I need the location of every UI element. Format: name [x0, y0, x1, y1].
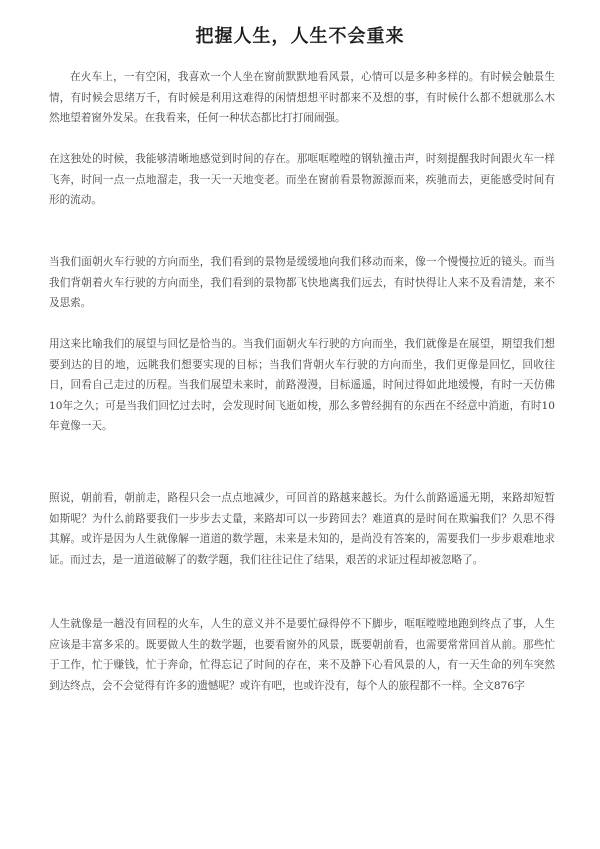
paragraph-6: 人生就像是一趟没有回程的火车，人生的意义并不是要忙碌得停不下脚步，哐哐嘡嘡地跑到终点了事，人生应该是丰富多采的。既要做人生的数学题，也要看窗外的风景，既要朝前看，也需要常常回首从前。那些忙于工作，忙于赚钱，忙于奔命，忙得忘记了时间的存在，来不及静下心看风景的人，有一天生命的列车突然到达终点，会不会觉得有许多的遗憾呢？或许有吧，也或许没有，每个人的旅程都不一样。全文876字 [49, 618, 555, 692]
page-title: 把握人生，人生不会重来 [195, 26, 405, 47]
paragraph-3: 当我们面朝火车行驶的方向而坐，我们看到的景物是缓缓地向我们移动而来，像一个慢慢拉近的镜头。而当我们背朝着火车行驶的方向而坐，我们看到的景物都飞快地离我们远去，有时快得让人来不及看清楚，来不及思索。 [49, 256, 555, 310]
paragraph-5: 照说，朝前看，朝前走，路程只会一点点地减少，可回首的路越来越长。为什么前路遥遥无期，来路却短暂如斯呢？为什么前路要我们一步步去丈量，来路却可以一步跨回去？难道真的是时间在欺骗我们？久思不得其解。或许是因为人生就像解一道道的数学题，未来是未知的，是尚没有答案的，需要我们一步步艰难地求证。而过去，是一道道破解了的数学题，我们往往记住了结果，艰苦的求证过程却被忽略了。 [49, 492, 555, 566]
paragraph-4: 用这来比喻我们的展望与回忆是恰当的。当我们面朝火车行驶的方向而坐，我们就像是在展望，期望我们想要到达的目的地，远眺我们想要实现的目标；当我们背朝火车行驶的方向而坐，我们更像是回忆，回收往日，回看自己走过的历程。当我们展望未来时，前路漫漫，目标遥遥，时间过得如此地缓慢，有时一天仿佛10年之久；可是当我们回忆过去时，会发现时间飞逝如梭，那么多曾经拥有的东西在不经意中消逝，有时10年竟像一天。 [49, 338, 555, 433]
paragraph-2: 在这独处的时候，我能够清晰地感觉到时间的存在。那哐哐嘡嘡的钢轨撞击声，时刻提醒我时间跟火车一样飞奔，时间一点一点地溜走，我一天一天地变老。而坐在窗前看景物源源而来，疾驰而去，更能感受时间有形的流动。 [49, 153, 555, 207]
paragraph-1: 在火车上，一有空闲，我喜欢一个人坐在窗前默默地看风景，心情可以是多种多样的。有时候会触景生情，有时候会思绪万千，有时候是利用这难得的闲情想想平时都来不及想的事，有时候什么都不想就那么木然地望着窗外发呆。在我看来，任何一种状态都比打打闹闹强。 [49, 71, 555, 125]
